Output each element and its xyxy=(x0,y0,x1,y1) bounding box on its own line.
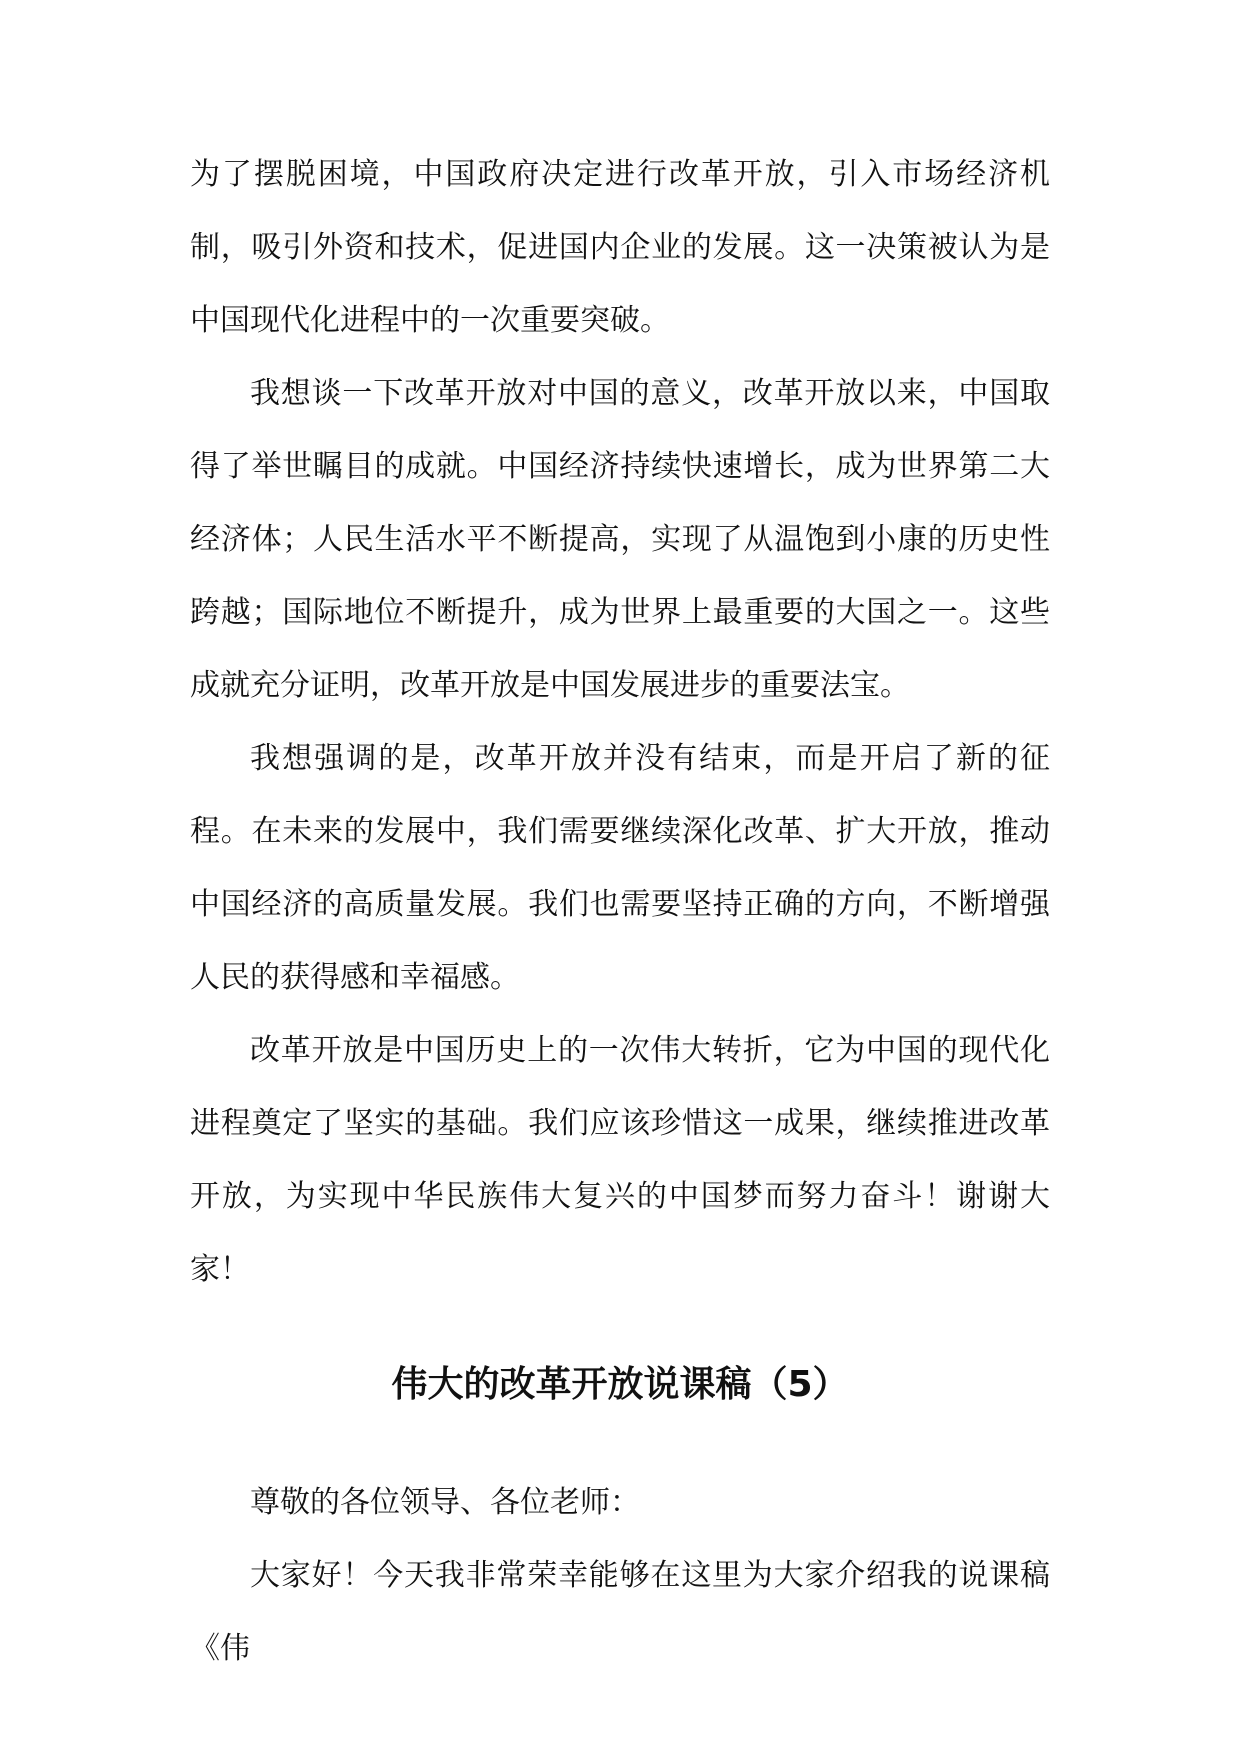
section-title: 伟大的改革开放说课稿（5） xyxy=(391,1364,849,1405)
document-body xyxy=(190,138,1050,1685)
body-paragraph: 大家好！今天我非常荣幸能够在这里为大家介绍我的说课稿《伟 xyxy=(190,1558,1050,1666)
body-paragraph: 我想谈一下改革开放对中国的意义，改革开放以来，中国取得了举世瞩目的成就。中国经济持续快速增长，成为世界第二大经济体；人民生活水平不断提高，实现了从温饱到小康的历史性跨越；国际地位不断提升，成为世界上最重要的大国之一。这些成就充分证明，改革开放是中国发展进步的重要法宝。 xyxy=(190,376,1050,703)
body-paragraph: 为了摆脱困境，中国政府决定进行改革开放，引入市场经济机制，吸引外资和技术，促进国内企业的发展。这一决策被认为是中国现代化进程中的一次重要突破。 xyxy=(190,157,1050,338)
salutation: 尊敬的各位领导、各位老师： xyxy=(250,1485,640,1520)
body-paragraph: 我想强调的是，改革开放并没有结束，而是开启了新的征程。在未来的发展中，我们需要继续深化改革、扩大开放，推动中国经济的高质量发展。我们也需要坚持正确的方向，不断增强人民的获得感和幸福感。 xyxy=(190,741,1050,995)
body-paragraph: 改革开放是中国历史上的一次伟大转折，它为中国的现代化进程奠定了坚实的基础。我们应该珍惜这一成果，继续推进改革开放，为实现中华民族伟大复兴的中国梦而努力奋斗！谢谢大家！ xyxy=(190,1033,1050,1287)
